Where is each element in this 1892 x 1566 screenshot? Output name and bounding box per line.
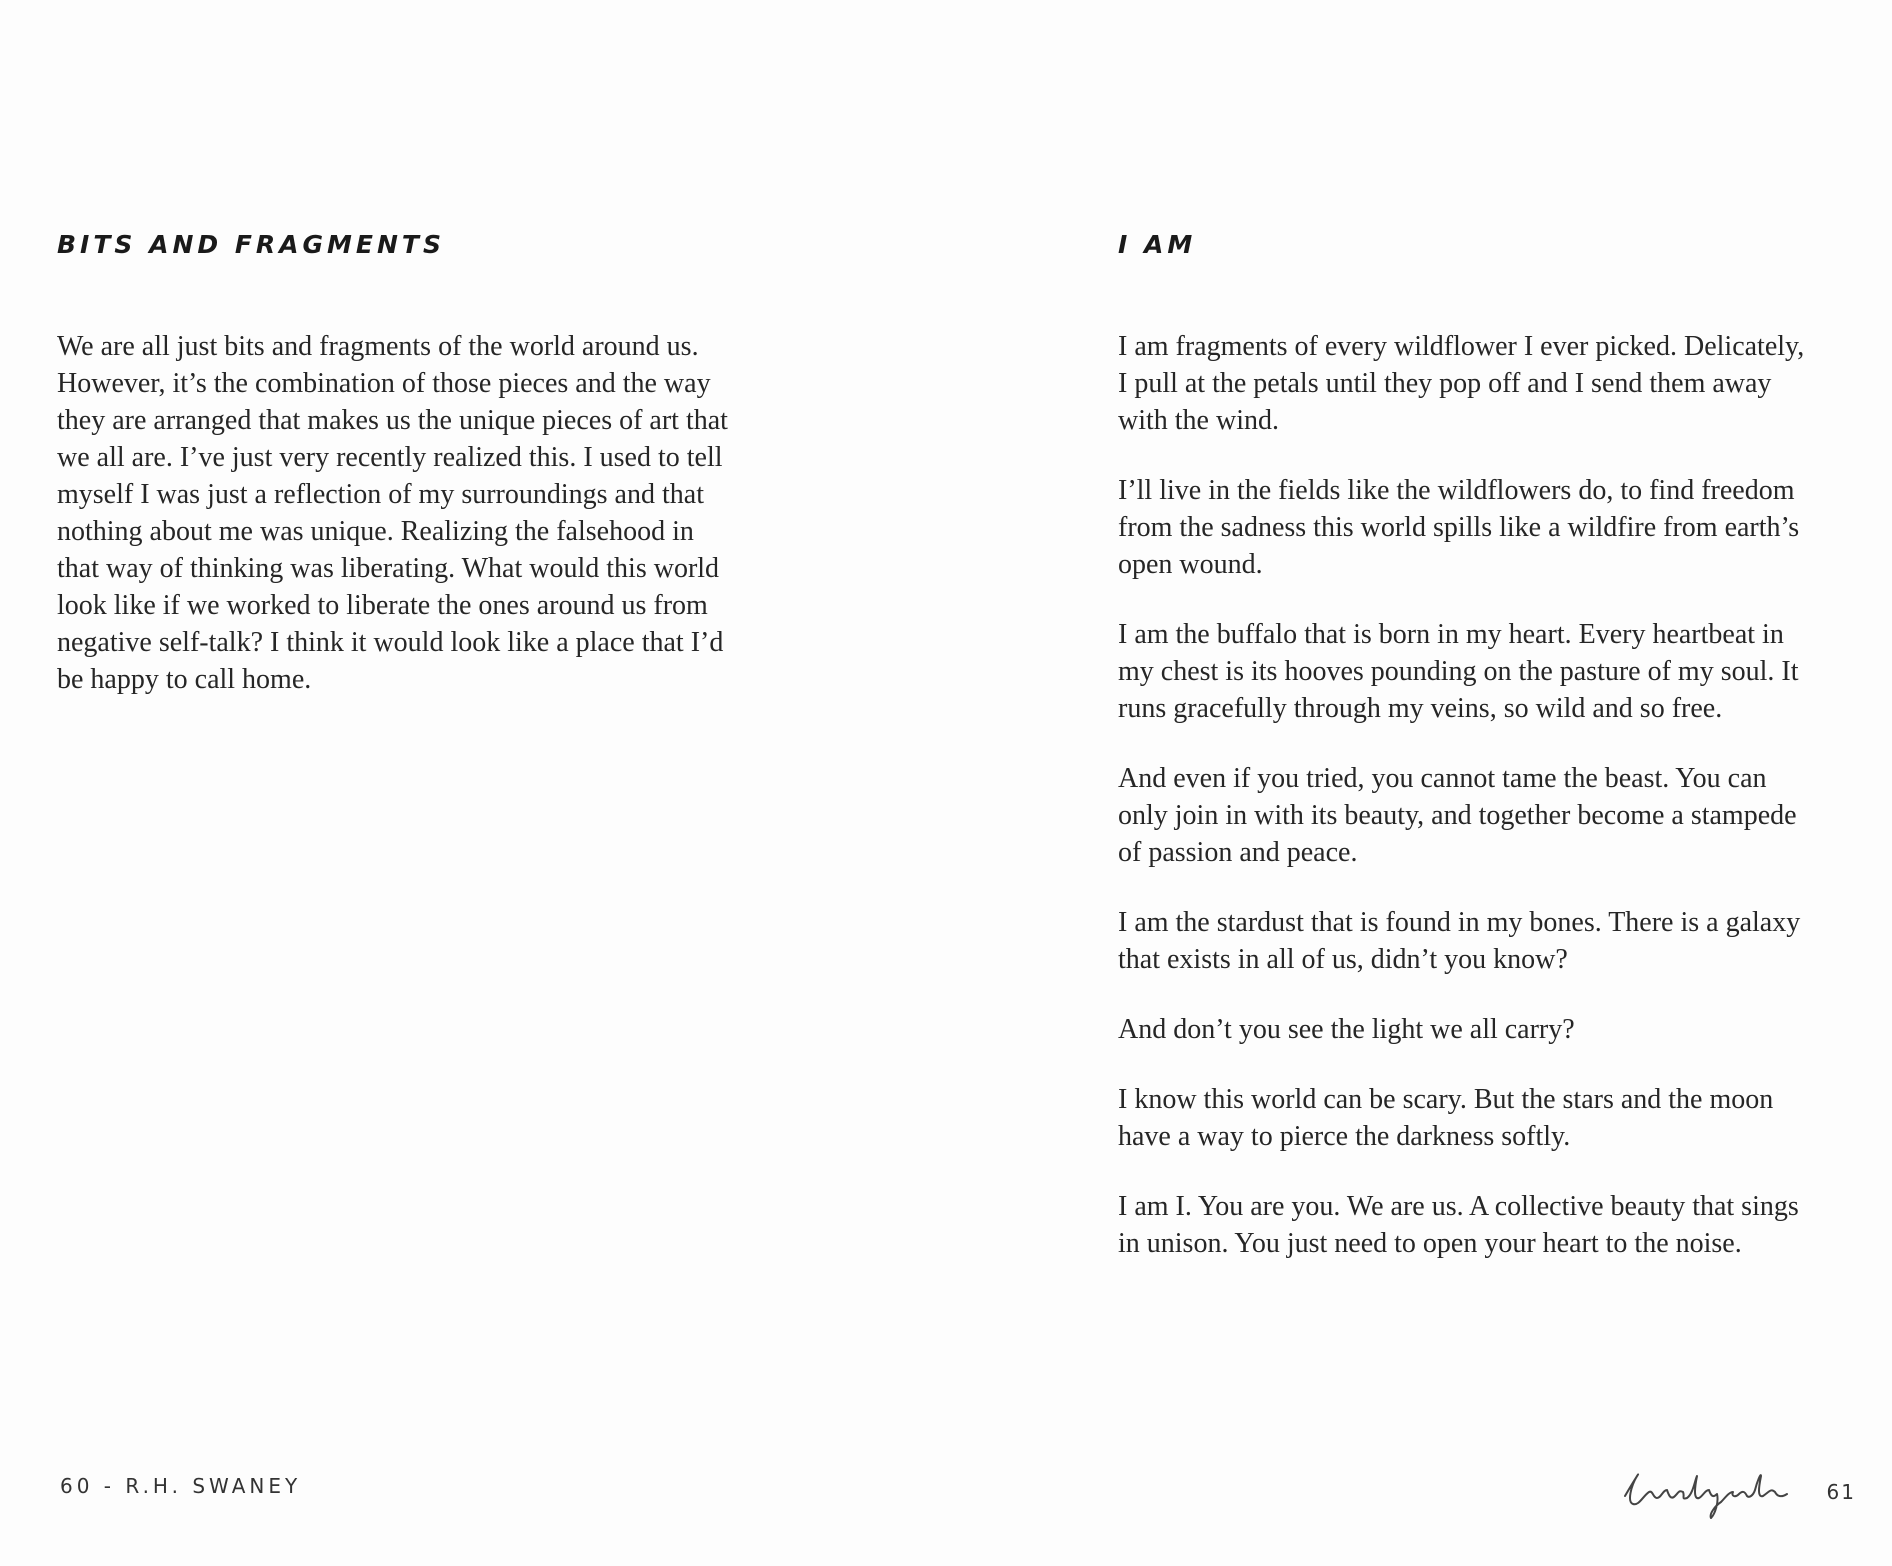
text-line: I am the stardust that is found in my bones. There is a galaxy [1118, 907, 1801, 938]
paragraph [1118, 1011, 1858, 1048]
text-line: However, it’s the combination of those pieces and the way [57, 368, 711, 399]
text-line: I’ll live in the fields like the wildflowers do, to find freedom [1118, 475, 1795, 506]
text-line: only join in with its beauty, and together become a stampede [1118, 800, 1797, 831]
poem-title: BITS AND FRAGMENTS [57, 230, 445, 259]
text-line: we all are. I’ve just very recently realized this. I used to tell [57, 442, 723, 473]
poem-body [57, 328, 817, 731]
paragraph [1118, 760, 1858, 871]
text-line: I know this world can be scary. But the stars and the moon [1118, 1084, 1774, 1115]
text-line: And even if you tried, you cannot tame the beast. You can [1118, 763, 1767, 794]
paragraph [1118, 1188, 1858, 1262]
text-line: I pull at the petals until they pop off and I send them away [1118, 368, 1772, 399]
running-footer [1619, 1462, 1856, 1522]
poem-body [1118, 328, 1858, 1295]
text-line: myself I was just a reflection of my surroundings and that [57, 479, 704, 510]
text-line: open wound. [1118, 549, 1263, 580]
text-line: I am fragments of every wildflower I ever picked. Delicately, [1118, 331, 1805, 362]
paragraph [1118, 472, 1858, 583]
paragraph [1118, 904, 1858, 978]
text-line: my chest is its hooves pounding on the pasture of my soul. It [1118, 656, 1799, 687]
paragraph [1118, 616, 1858, 727]
text-line: I am I. You are you. We are us. A collective beauty that sings [1118, 1191, 1799, 1222]
text-line: in unison. You just need to open your heart to the noise. [1118, 1228, 1742, 1259]
text-line: from the sadness this world spills like a wildfire from earth’s [1118, 512, 1800, 543]
text-line: they are arranged that makes us the unique pieces of art that [57, 405, 728, 436]
text-line: negative self-talk? I think it would look like a place that I’d [57, 627, 724, 658]
right-page [946, 0, 1892, 1566]
poem-title: I AM [1118, 230, 1197, 259]
text-line: with the wind. [1118, 405, 1279, 436]
text-line: And don’t you see the light we all carry? [1118, 1014, 1575, 1045]
text-line: of passion and peace. [1118, 837, 1358, 868]
running-footer: 60 - R.H. SWANEY [60, 1474, 302, 1498]
signature-logo [1619, 1462, 1799, 1522]
paragraph [57, 328, 817, 698]
text-line: runs gracefully through my veins, so wild and so free. [1118, 693, 1723, 724]
text-line: We are all just bits and fragments of the world around us. [57, 331, 699, 362]
text-line: have a way to pierce the darkness softly. [1118, 1121, 1571, 1152]
paragraph [1118, 1081, 1858, 1155]
text-line: I am the buffalo that is born in my heart. Every heartbeat in [1118, 619, 1784, 650]
text-line: nothing about me was unique. Realizing the falsehood in [57, 516, 694, 547]
paragraph [1118, 328, 1858, 439]
text-line: be happy to call home. [57, 664, 312, 695]
text-line: that exists in all of us, didn’t you know? [1118, 944, 1568, 975]
page-number: 61 [1826, 1480, 1856, 1504]
text-line: look like if we worked to liberate the ones around us from [57, 590, 708, 621]
text-line: that way of thinking was liberating. What would this world [57, 553, 720, 584]
